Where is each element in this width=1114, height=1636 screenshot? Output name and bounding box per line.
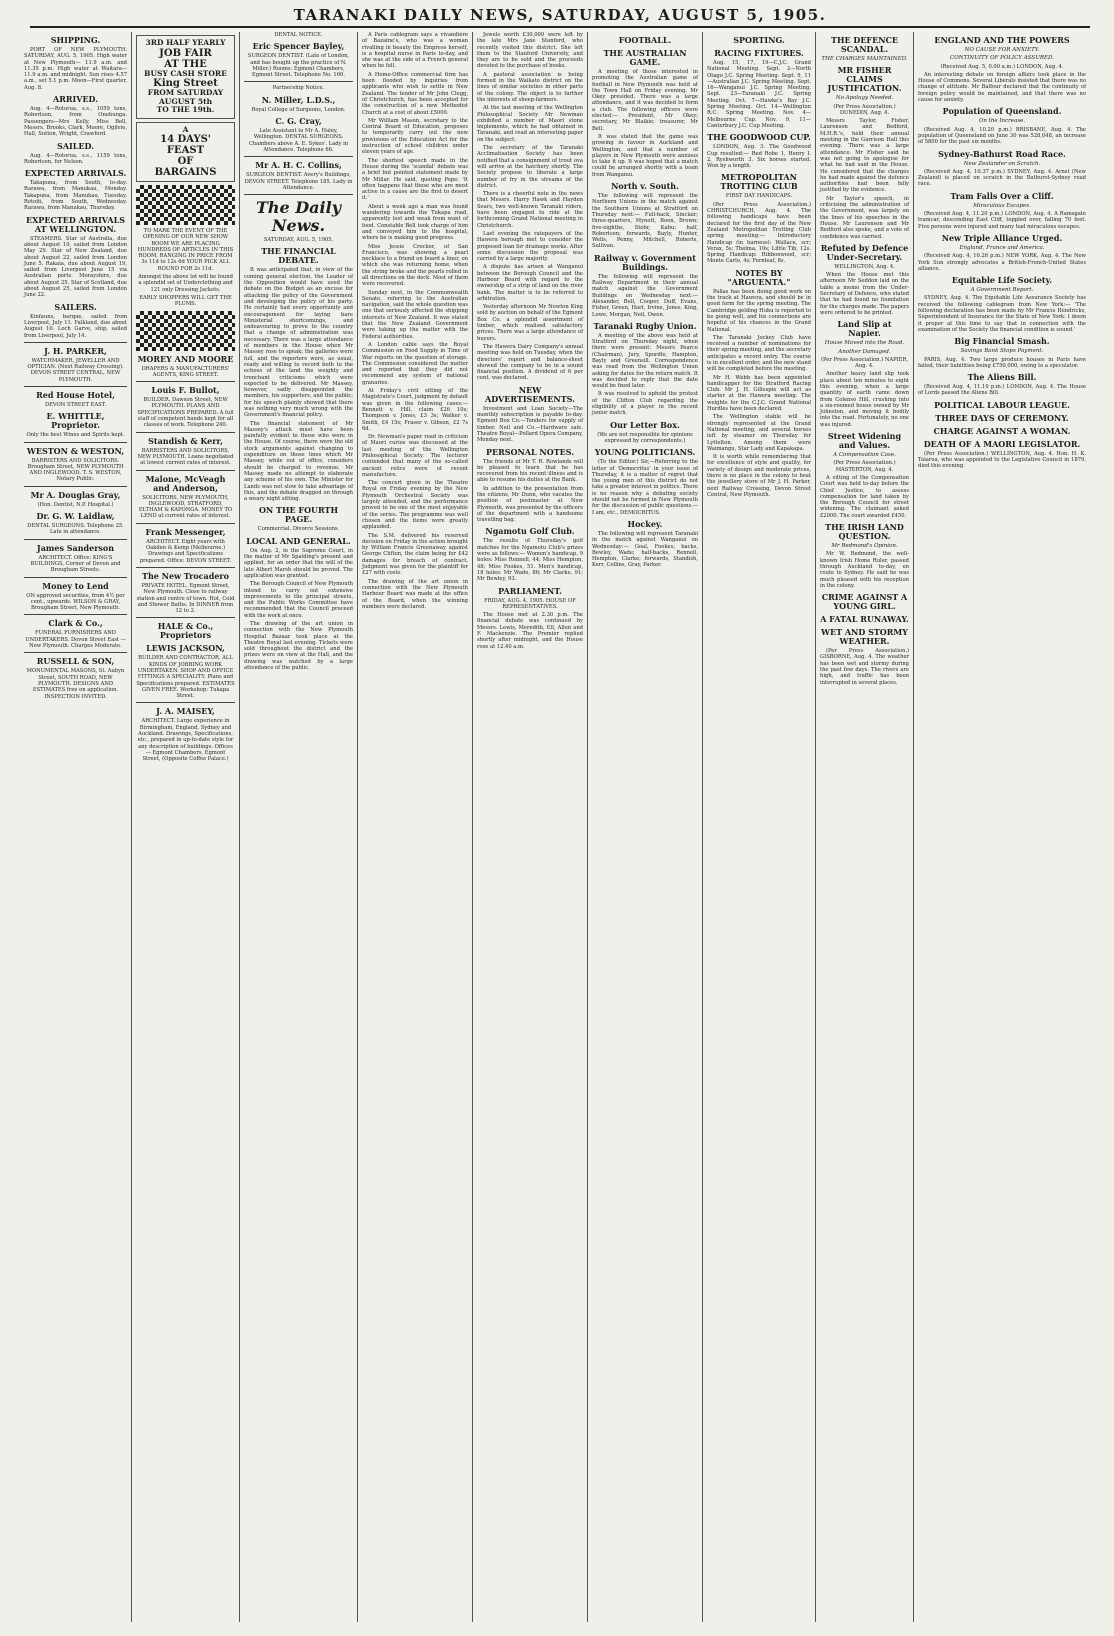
headline: EXPECTED ARRIVALS.	[24, 168, 127, 179]
headline: THE FINANCIAL DEBATE.	[261, 246, 336, 266]
article-paragraph: It was resolved to uphold the protest of the Clifton Club regarding the eligibility of a player in the recent junior match.	[592, 391, 698, 417]
article-paragraph: The S.M. delivered his reserved decision on Friday in the action brought by William Francis Greenaway against George Clifton, the claim being for £42 damages for breach of contract. Judgment was given for the plaintiff for £27 with costs.	[362, 532, 468, 577]
headline: Hockey.	[627, 518, 663, 529]
column-6	[588, 32, 703, 1622]
headline: LOCAL AND GENERAL.	[246, 535, 351, 546]
article-paragraph: When the House met this afternoon Mr Seddon laid on the table a memo from the Under-Secretary of Defence, who stated that he had found no foundation for the charges made. The papers were ordered to be printed.	[820, 272, 910, 316]
headline: Frank Messenger,	[145, 526, 226, 537]
ad-line: TO THE 19th.	[156, 105, 215, 114]
column-rule	[244, 194, 353, 195]
headline: WET AND STORMY WEATHER.	[821, 627, 908, 647]
article-paragraph: Takapuna, from South, to-day. Rarawa, from Manukau, Monday. Takapuna, from Manukau, Tuesday. Rotoiti, from South, Wednesday. Rarawa, from Manukau, Thursday.	[24, 180, 127, 212]
ad-line: FEAST	[166, 145, 205, 156]
headline: FOOTBALL.	[618, 35, 672, 45]
column-rule	[24, 577, 127, 578]
centered-text: (Per Press Association.) DUNEDIN, Aug. 4.	[833, 103, 896, 116]
article-paragraph: The drawing of the art union in connection with the New Plymouth Hospital Bazaar took place at the Theatre Royal last evening. Tickets were sold throughout the district and the prizes were on view at the Hall, and the drawing was watched by a large attendance of the public.	[244, 621, 353, 672]
article-paragraph: (Received Aug. 4, 10.26 p.m.) NEW YORK, Aug. 4. The New York Sun strongly advocates a British-French-United States alliance.	[918, 253, 1086, 272]
column-3	[240, 32, 358, 1622]
article-paragraph: The shortest speech made in the House during the 'scandal' debate was a brief but pointed statement made by Mr Millar. He said, quoting Pope: 'It often happens that those who are most active in a cause are the first to desert it.'	[362, 157, 468, 202]
article-paragraph: A London cable says the Royal Commission on Food Supply in Time of War reports on the question of storage. The Commission considered the matter and reported that they did not recommend any system of national granaries.	[362, 341, 468, 386]
headline: WESTON & WESTON,	[26, 445, 125, 456]
article-paragraph: Yesterday afternoon Mr Newton King sold by auction on behalf of the Egmont Box Co. a splendid assortment of timber, which realised satisfactory prices. There was a large attendance of buyers.	[477, 304, 583, 342]
headline: Eric Spencer Bayley,	[252, 41, 345, 52]
article-paragraph: LONDON, Aug. 3. The Goodwood Cup resulted:— Red Robe 1, Henry I. 2, Ryshworth 3. Six horses started. Won by a length.	[707, 144, 811, 170]
headline: NOTES BY "ARGUENTA."	[727, 267, 791, 287]
headline: Louis F. Bullot,	[151, 385, 220, 396]
centered-text: Late Assistant to Mr A. Haley, Wellington. DENTAL SURGEONS. Chambers above A. E. Sykes'. Lady in Attendance. Telephone 66.	[248, 128, 349, 153]
headline: THE GOODWOOD CUP.	[707, 132, 811, 143]
article-paragraph: A Home-Office commercial firm has been flooded by inquiries from applicants who wish to settle in New Zealand. The tender of Mr John Clegg, of Christchurch, has been accepted for the construction of a new Methodist Church at a cost of about £5000.	[362, 71, 468, 116]
headline: Refuted by Defence Under-Secretary.	[820, 242, 909, 262]
headline: ARRIVED.	[53, 94, 98, 105]
centered-text: EARLY SHOPPERS WILL GET THE PLUMS.	[139, 294, 232, 308]
centered-text: BARRISTERS AND SOLICITORS. Brougham Street, NEW PLYMOUTH AND INGLEWOOD. T. S. WESTON, Notary Public.	[27, 457, 124, 483]
headline: PARLIAMENT.	[498, 585, 562, 596]
centered-text: FUNERAL FURNISHERS AND UNDERTAKERS. Devon Street East — New Plymouth. Charges Moderate.	[25, 630, 126, 650]
checker-border	[136, 311, 235, 351]
article-paragraph: PORT OF NEW PLYMOUTH. SATURDAY, AUG. 5, 1905. High water at New Plymouth— 11.9 a.m. and 11.35 p.m. High water at Waitara—11.9 a.m. and midnight. Sun rises 4.57 a.m., set 5.1 p.m. Moon—First quarter, Aug. 8.	[24, 47, 127, 91]
headline: Mr A. H. C. Collins,	[255, 160, 342, 171]
article-paragraph: (Per Press Association.) GISBORNE, Aug. 4. The weather has been wet and stormy during the past few days. The rivers are high, and traffic has been interrupted in several places.	[820, 648, 909, 686]
centered-text: (We are not responsible for opinions expressed by correspondents.)	[597, 431, 693, 444]
advertisement-box	[136, 35, 235, 119]
article-paragraph: The following will represent the Northern Unions in the match against the Southern Unions at Stratford on Thursday next:— Full-back, Sinclair; three-quarters, Mynott, Boon, Brown; five-eighths, Stohr, Kahu; half, Robertson; forwards, Bayly, Hunter, Wells, Penny, Mitchell, Roberts, Sullivan.	[592, 193, 698, 250]
subheadline: THE CHARGES MAINTAINED.	[821, 56, 908, 62]
column-rule	[24, 386, 127, 387]
article-paragraph: About a week ago a man was found wandering towards the Tukapa road, apparently lost and weak from want of food. Constable Bell took charge of him and conveyed him to the hospital, where he is making good progress.	[362, 203, 468, 242]
headline: PERSONAL NOTES.	[485, 446, 575, 457]
article-paragraph: The House met at 2.30 p.m. The financial debate was continued by Messrs. Lewis, Meredith, Ell, Allen and F. Mackenzie. The Premier replied shortly after midnight, and the House rose at 12.40 a.m.	[477, 612, 583, 650]
column-2	[132, 32, 240, 1622]
article-paragraph: The Taranaki Jockey Club have received a number of nominations for their spring meeting, and the secretary anticipates a record entry. The course is in excellent order, and the new stand will be completed before the meeting.	[707, 334, 811, 373]
column-8	[816, 32, 914, 1622]
column-rule	[24, 539, 127, 540]
centered-text: (Hon. Dentist, N.P. Hospital.)	[37, 501, 114, 508]
centered-text: DEVON STREET EAST.	[44, 401, 107, 408]
article-paragraph: PARIS, Aug. 4. Two large produce houses in Paris have failed, their liabilities being £750,000, owing to a speculator.	[918, 356, 1086, 369]
headline: Money to Lend	[42, 580, 109, 591]
article-paragraph: Jewels worth £30,000 were left by the late Mrs Jane Stanford, who recently visited this district. She left them to the Stanford University, and they are to be sold and the proceeds devoted to the purchase of books.	[477, 32, 583, 70]
headline: J. A. MAISEY,	[156, 706, 215, 717]
subheadline: A Government Report.	[970, 287, 1034, 294]
headline: N. Miller, L.D.S.,	[261, 94, 336, 105]
headline: Land Slip at Napier.	[837, 319, 892, 339]
centered-text: FIRST DAY HANDICAPS.	[725, 193, 793, 200]
column-1	[20, 32, 132, 1622]
subheadline: England, France and America.	[959, 244, 1045, 251]
headline: Tram Falls Over a Cliff.	[950, 190, 1054, 201]
headline: Population of Queensland.	[942, 106, 1062, 117]
headline: The Aliens Bill.	[967, 372, 1037, 383]
article-paragraph: Last evening the ratepayers of the Hawera borough met to consider the proposed loan for drainage works. After some discussion the proposal was carried by a large majority.	[477, 230, 583, 263]
headline: DEATH OF A MAORI LEGISLATOR.	[923, 438, 1081, 449]
column-rule	[136, 567, 235, 568]
article-paragraph: The following will represent the Railway Department in their annual match against the Government Buildings on Wednesday next:— Alexander, Bell, Cooper, Duff, Evans, Fisher, Green, Hart, Irvine, Jones, King, Lowe, Morgan, Neil, Owen.	[592, 273, 698, 318]
ad-line: A	[182, 124, 189, 134]
column-rule	[244, 156, 353, 157]
column-rule	[136, 617, 235, 618]
headline: Big Financial Smash.	[954, 336, 1050, 347]
headline: Red House Hotel,	[36, 389, 115, 400]
article-paragraph: (Per Press Association.) CHRISTCHURCH, Aug. 4. The following handicaps have been declared for the first day of the New Zealand Metropolitan Trotting Club spring meeting:— Introductory Handicap (in harness): Wallace, scr; Verax, 5s; Thelma, 10s; Little Tib, 12s. Spring Handicap: Ribbonwood, scr; Monte Carlo, 4s; Fernleaf, 8s.	[707, 201, 811, 265]
headline: CHARGE AGAINST A WOMAN.	[933, 425, 1071, 436]
masthead: TARANAKI DAILY NEWS, SATURDAY, AUGUST 5, 1905.	[30, 6, 1090, 28]
column-9	[914, 32, 1090, 1622]
subheadline: NO CAUSE FOR ANXIETY.	[964, 47, 1040, 53]
article-paragraph: (Per Press Association.) WELLINGTON, Aug. 4. Hon. H. K. Taiaroa, who was appointed to the Legislative Council in 1879, died this evening.	[918, 450, 1086, 470]
headline: THE IRISH LAND QUESTION.	[825, 522, 904, 542]
subheadline: Miraculous Escapes.	[973, 202, 1031, 209]
centered-text: BUILDER AND CONTRACTOR. ALL KINDS OF JOBBING WORK UNDERTAKEN. SHOP AND OFFICE FITTINGS A SPECIALITY. Plans and Specifications prepared. ESTIMATES GIVEN FREE. Workshop: Tukapa Street.	[136, 655, 235, 700]
article-paragraph: Another heavy land slip took place about ten minutes to eight this evening, when a large quantity of earth came down from Colenso Hill, crushing into a six-roomed house owned by Mr Johnston, and moving it bodily into the road. Fortunately, no one was injured.	[820, 371, 909, 428]
article-paragraph: Mr W. Redmond, the well-known Irish Home Ruler, passed through Auckland to-day, en route to Sydney. He said he was much pleased with his reception in the colony.	[820, 551, 909, 589]
article-paragraph: In addition to the presentation from the citizens, Mr Dunn, who vacates the position of postmaster at New Plymouth, was presented by the officers of the department with a handsome travelling bag.	[477, 485, 583, 524]
headline: Sydney-Bathurst Road Race.	[938, 148, 1066, 159]
ad-line: AT THE	[164, 58, 207, 70]
centered-text: (Received Aug. 5, 0.00 a.m.) LONDON, Aug. 4.	[940, 63, 1064, 70]
ad-line: 14 DAYS'	[160, 134, 211, 145]
article-paragraph: A sitting of the Compensation Court was held to-day before the Chief Justice, to assess compensation for land taken by the Borough Council for street widening. The claimant asked £2000. The court awarded £450.	[820, 474, 909, 519]
article-paragraph: The Hawera Dairy Company's annual meeting was held on Tuesday, when the directors' report and balance-sheet showed the company to be in a sound financial position. A dividend of 6 per cent. was declared.	[477, 343, 583, 382]
column-rule	[24, 486, 127, 487]
article-paragraph: Dr. Newman's paper read in criticism of Maori curios was discussed at the last meeting of the Wellington Philosophical Society. The lecturer contended that many of the so-called ancient relics were of recent manufacture.	[362, 434, 468, 478]
ad-line: BUSY CASH STORE	[144, 68, 227, 78]
centered-text: BARRISTERS AND SOLICITORS, NEW PLYMOUTH. Loans negotiated at lowest current rates of interest.	[137, 447, 234, 467]
column-rule	[24, 614, 127, 615]
headline: Dr. G. W. Laidlaw,	[36, 511, 115, 522]
article-paragraph: An interesting debate on foreign affairs took place in the House of Commons. Several Liberals insisted that there was no change of attitude. Mr Balfour declared that the continuity of foreign policy would be maintained, and that there was no cause for anxiety.	[918, 71, 1086, 104]
ad-line: OF	[177, 156, 194, 167]
article-paragraph: (Received Aug. 4, 10.20 p.m.) BRISBANE, Aug. 4. The population of Queensland on June 30 was 528,048, an increase of 5800 for the past six months.	[918, 126, 1086, 146]
headline: NEW ADVERTISEMENTS.	[485, 384, 575, 404]
headline: New Triple Alliance Urged.	[941, 232, 1063, 243]
ad-line: King Street	[153, 78, 218, 89]
headline: CRIME AGAINST A YOUNG GIRL.	[821, 592, 908, 612]
article-paragraph: At the last meeting of the Wellington Philosophical Society Mr Newman exhibited a number of Maori stone implements, which he had obtained in Taranaki, and read an interesting paper on the subject.	[477, 105, 583, 143]
centered-text: ON approved securities, from 4½ per cent., upwards. WILSON & GRAY, Brougham Street, New Plymouth.	[26, 592, 125, 612]
headline: Standish & Kerr,	[148, 435, 223, 446]
headline: SAILERS.	[54, 301, 97, 312]
subheadline: CONTINUITY OF POLICY ASSURED.	[950, 55, 1054, 62]
subheadline: Mr Redmond's Opinion.	[831, 543, 898, 550]
article-paragraph: Investment and Loan Society—The monthly subscription is payable to-day. Egmont Box Co.—Tenders for supply of timber. Neil and Co.—Hardware sale. Theatre Royal—Pollard Opera Company, Monday next.	[477, 405, 583, 444]
headline: Equitable Life Society.	[951, 275, 1053, 286]
ad-line: JOB FAIR	[159, 47, 212, 59]
headline: E. WHITTLE, Proprietor.	[46, 411, 105, 431]
headline: James Sanderson	[36, 542, 115, 553]
centered-text: Partnership Notice.	[272, 85, 325, 92]
headline: Street Widening and Values.	[827, 431, 902, 451]
editorial-masthead: The Daily News.	[256, 198, 341, 236]
article-paragraph: Kinfauns, barque, sailed from Liverpool, July 11. Falkland, due about August 10. Loch Garve, ship, sailed from Liverpool, July 14.	[24, 313, 127, 339]
subheadline: Another Damaged.	[838, 348, 891, 355]
centered-text: FRIDAY, AUG. 4, 1905. HOUSE OF REPRESENTATIVES.	[484, 597, 576, 610]
article-paragraph: The secretary of the Taranaki Acclimatisation Society has been notified that a consignment of trout ova will arrive at the hatchery shortly. The Society propose to liberate a large number of fry in the streams of the district.	[477, 145, 583, 189]
centered-text: (Per Press Association.) MASTERTON, Aug. 4.	[833, 460, 896, 473]
headline: J. H. PARKER,	[44, 345, 107, 356]
centered-text: ARCHITECT. Large experience in Birmingham, England, Sydney and Auckland. Drawings, Specifications, etc., prepared in up-to-date style for any description of buildings. Offices — Egmont Chambers, Egmont Street, (Opposite Coffee Palace.)	[137, 718, 234, 763]
article-paragraph: Messrs Taylor, Fisher, Laurenson and Bedford, M.H.R.'s, held their annual meeting in the Garrison Hall this evening. There was a large attendance. Mr Fisher said he was not going to apologise for what he had said in the House. He considered that the charges he had made against the defence authorities had been fully justified by the evidence.	[820, 118, 909, 194]
article-paragraph: At Friday's civil sitting of the Magistrate's Court, judgment by default was given in the following cases:— Bennett v. Hill, claim £26 10s; Thompson v. Jones, £3 3s; Walker v. Smith, £4 15s; Fraser v. Gibson, £2 7s 6d.	[362, 388, 468, 432]
article-paragraph: Mr Taylor's speech, in criticising the administration of the Government, was largely on the lines of his speeches in the House. Mr Laurenson and Mr Bedford also spoke, and a vote of confidence was carried.	[820, 195, 909, 240]
headline: MOREY AND MOORE	[137, 353, 234, 364]
column-rule	[136, 470, 235, 471]
subheadline: On the Increase.	[978, 118, 1026, 125]
centered-text: SURGEON DENTIST. (Late of London, and has bought up the practice of N. Miller.) Rooms: Egmont Chambers, Egmont Street. Telephone No. 160.	[247, 53, 350, 79]
headline: EXPECTED ARRIVALS AT WELLINGTON.	[26, 214, 125, 234]
article-paragraph: The concert given in the Theatre Royal on Friday evening by the New Plymouth Orchestral Society was largely attended, and the performance proved to be one of the most enjoyable of the series. The programme was well chosen and the items were greatly applauded.	[362, 480, 468, 531]
advertisement-box	[136, 122, 235, 183]
article-paragraph: The friends of Mr T. R. Rowlands will be pleased to learn that he has recovered from his recent illness and is able to resume his duties at the Bank.	[477, 458, 583, 484]
article-paragraph: There is a cheerful note in the news that Messrs. Harry Hawk and Hayden Sears, two well-known Taranaki riders, have been engaged to ride at the forthcoming Grand National meeting in Christchurch.	[477, 191, 583, 229]
article-paragraph: The financial statement of Mr Massey's attack must have been painfully evident to those who were in the House. Of course, there were the old stock arguments against changing to expenditure on those lines which Mr Massey, while out of office, considers should be charged to revenue. Mr Massey made no attempt to elaborate any scheme of his own. The Minister for Lands was not slow to take advantage of this, and the debate dragged on through a weary night sitting.	[244, 420, 353, 503]
centered-text: SATURDAY, AUG. 5, 1905.	[263, 237, 334, 244]
headline: ENGLAND AND THE POWERS	[934, 35, 1070, 45]
subheadline: Savings Bank Stops Payment.	[960, 348, 1044, 355]
article-paragraph: Aug. 4—Rotorua, s.s., 1159 tons, Robertson, for Nelson.	[24, 152, 127, 165]
headline: HALE & Co., Proprietors	[157, 621, 214, 641]
column-rule	[136, 381, 235, 382]
checker-border	[136, 185, 235, 225]
article-paragraph: A meeting of those interested in promoting the Australian game of football in New Plymouth was held at the Town Hall on Friday evening. Mr Okey presided. There was a large attendance, and it was decided to form a club. The following officers were elected:— President, Mr Okey; secretary, Mr Blaikie; treasurer, Mr Bell.	[592, 69, 698, 132]
subheadline: New Zealander on Scratch.	[963, 160, 1041, 167]
centered-text: SOLICITORS, NEW PLYMOUTH, INGLEWOOD, STRATFORD, ELTHAM & KAPONGA. MONEY TO LEND at current rates of interest.	[138, 494, 233, 520]
headline: ON THE FOURTH PAGE.	[258, 505, 339, 525]
article-paragraph: Sunday next, in the Commonwealth Senate, referring to the Australian navigation, said the whole question was one that seriously affected the shipping interests of New Zealand. It was stated that the New Zealand Government were taking up the matter with the Federal authorities.	[362, 289, 468, 340]
headline: Taranaki Rugby Union.	[593, 320, 697, 331]
headline: Ngamotu Golf Club.	[485, 526, 575, 537]
article-paragraph: STEAMERS. Star of Australia, due about August 10, sailed from London May 29. Star of New Zealand, due about August 22, sailed from London June 5. Rakaia, due about August 19, sailed from Liverpool June 15 via Australian ports. Morayshire, due about August 25. Star of Scotland, due about August 25, sailed from London June 22.	[24, 235, 127, 299]
column-rule	[136, 523, 235, 524]
headline: THREE DAYS OF CEREMONY.	[935, 412, 1069, 423]
centered-text: TO MARK THE EVENT OF THE OPENING OF OUR NEW SHOW ROOM WE ARE PLACING HUNDREDS OF ARTICLES IN THIS ROOM, RANGING IN PRICE FROM 3s 11d to 12s 6d YOUR PICK ALL ROUND FOR 2s 11d.	[137, 228, 234, 272]
column-rule	[136, 702, 235, 703]
article-paragraph: It is worth while remembering that for excellence of style and quality, for variety of design and moderate prices, there is no place in the colony to beat the jewellery store of Mr J. H. Parker, next Railway Crossing, Devon Street Central, New Plymouth.	[707, 454, 811, 498]
column-7	[703, 32, 816, 1622]
headline: A FATAL RUNAWAY.	[820, 614, 909, 625]
headline: THE AUSTRALIAN GAME.	[603, 48, 687, 67]
article-paragraph: SYDNEY, Aug. 4. The Equitable Life Assurance Society has received the following cablegram from New York:— 'The following declaration has been made by Mr Francis Hendricks, Superintendent of Insurance for the State of New York: I deem it proper at this time to say that in connection with the examination of the Society the financial condition is sound.'	[918, 295, 1086, 333]
headline: Our Letter Box.	[610, 419, 680, 430]
article-paragraph: Mr William Mason, secretary to the Central Board of Education, proposes to temporarily carry out the new provisions of the Education Act for the instruction of school children under eleven years of age.	[362, 117, 468, 156]
headline: C. G. Cray,	[275, 116, 322, 127]
article-paragraph: A pastoral association is being formed in the Waikato district on the lines of similar societies in other parts of the colony. The object is to further the interests of sheep-farmers.	[477, 71, 583, 103]
article-paragraph: The Wellington stable will be strongly represented at the Grand National meeting, and several horses left by steamer on Thursday for Lyttelton. Among them were Waimangu, Star Lady and Kapakapa.	[707, 414, 811, 452]
article-paragraph: The Borough Council of New Plymouth intend to carry out extensive improvements to the principal streets, and the Public Works Committee have recommended that the Council proceed with the work at once.	[244, 581, 353, 619]
headline: SAILED.	[57, 140, 94, 151]
centered-text: Commercial. Divorce Sessions.	[257, 526, 340, 533]
headline: SPORTING.	[733, 35, 785, 45]
article-paragraph: (Received Aug. 4, 10.37 p.m.) SYDNEY, Aug. 4. Arnst (New Zealand) is placed on scratch in the Bathurst-Sydney road race.	[918, 168, 1086, 188]
article-paragraph: (Received Aug. 4, 11.10 p.m.) LONDON, Aug. 4. The House of Lords passed the Aliens Bill.	[918, 384, 1086, 397]
column-rule	[24, 342, 127, 343]
column-rule	[24, 652, 127, 653]
centered-text: DENTAL NOTICE.	[274, 32, 323, 38]
article-paragraph: Aug. 15, 17, 19—C.J.C. Grand National Meeting. Sept. 2—North Otago J.C. Spring Meeting. Sept. 9, 11—Australian J.C. Spring Meeting. Sept. 16—Wanganui J.C. Spring Meeting. Sept. 23—Taranaki J.C. Spring Meeting. Oct. 7—Hawke's Bay J.C. Spring Meeting. Oct. 14—Wellington R.C. Spring Meeting. Nov. 4—Melbourne Cup. Nov. 9, 11—Canterbury J.C. Cup Meeting.	[707, 60, 811, 129]
column-4	[358, 32, 473, 1622]
centered-text: PRIVATE HOTEL. Egmont Street, New Plymouth. Close to railway station and centre of town. Hot, Cold and Shower Baths. In DINNER from 12 to 2.	[136, 582, 235, 615]
article-paragraph: A Paris cablegram says a vivandière of Bazaine's, who was a woman rivalling in beauty the Empress herself, is a hospital nurse in Paris to-day, and she was at the side of a French general when he fell.	[362, 32, 468, 70]
article-paragraph: It was stated that the game was growing in favour in Auckland and Wellington, and that a number of players in New Plymouth were anxious to take it up. It was hoped that a match could be arranged shortly with a team from Wanganui.	[592, 133, 698, 178]
headline: MR FISHER CLAIMS JUSTIFICATION.	[827, 65, 902, 94]
headline: RACING FIXTURES.	[714, 48, 804, 58]
headline: Mr A. Douglas Gray,	[30, 489, 121, 500]
centered-text: WATCHMAKER, JEWELLER AND OPTICIAN. (Next Railway Crossing). DEVON STREET CENTRAL, NEW PLYMOUTH.	[27, 357, 124, 383]
centered-text: ARCHITECT. Eight years with Oakden & Kemp (Melbourne.) Drawings and Specifications prepared. Office: DEVON STREET.	[139, 538, 232, 564]
headline: POLITICAL LABOUR LEAGUE.	[934, 399, 1070, 410]
centered-text: WELLINGTON, Aug. 4.	[834, 263, 895, 270]
headline: THE DEFENCE SCANDAL.	[831, 35, 898, 54]
article-paragraph: The drawing of the art union in connection with the New Plymouth Harbour Board was made at the office of the Board, when the winning numbers were declared.	[362, 578, 468, 610]
centered-text: DENTAL SURGEONS. Telephone 25. Late in attendance.	[27, 523, 124, 536]
article-paragraph: The results of Thursday's golf matches for the Ngamotu Club's prizes were as follows:— Women's handicap, 9 holes: Miss Rennell, 44; Miss Hempton, 48; Miss Fookes, 51. Men's handicap, 18 holes: Mr Wade, 86; Mr Clarke, 91; Mr Bewley, 93.	[477, 538, 583, 583]
centered-text: Amongst the above lot will be found a splendid set of Underclothing and 121 only Dressing Jackets.	[138, 274, 233, 293]
article-paragraph: Aug. 4—Rotorua, s.s., 1059 tons, Robertson, from Onehunga. Passengers—Mrs Kelly, Miss Bell, Messrs. Brooks, Clark, Moore, Ogilvie, Hall, Sutton, Wright, Crawford.	[24, 106, 127, 138]
article-paragraph: Mr H. Webb has been appointed handicapper for the Stratford Racing Club. Mr J. H. Gillespie will act as starter at the Hawera meeting. The weights for the C.J.C. Grand National Hurdles have been declared.	[707, 374, 811, 413]
subheadline: A Compensation Case.	[833, 452, 896, 459]
centered-text: DRAPERS & MANUFACTURERS' AGENTS, KING STREET.	[141, 365, 230, 378]
column-rule	[244, 81, 353, 82]
centered-text: Royal College of Surgeons, London.	[251, 106, 346, 113]
headline: Railway v. Government Buildings.	[593, 252, 696, 272]
article-paragraph: (Received Aug. 4, 11.20 p.m.) LONDON, Aug. 4. A Ramsgate tramcar, descending East Cliff, toppled over, falling 70 feet. Five persons were injured and many had miraculous escapes.	[918, 211, 1086, 230]
centered-text: (Per Press Association.) NAPIER, Aug. 4.	[820, 356, 909, 370]
headline: YOUNG POLITICIANS.	[594, 447, 696, 458]
headline: METROPOLITAN TROTTING CLUB	[720, 172, 798, 192]
headline: RUSSELL & SON,	[36, 656, 115, 667]
headline: North v. South.	[611, 181, 679, 192]
centered-text: SURGEON DENTIST. Avery's Buildings, DEVON STREET. Telephone 185. Lady in Attendance.	[244, 172, 353, 191]
centered-text: ARCHITECT. Office: KING'S BUILDINGS, Corner of Devon and Brougham Streets.	[30, 554, 121, 574]
headline: The New Trocadero	[142, 570, 229, 581]
ad-line: FROM SATURDAY AUGUST 5th	[147, 88, 224, 106]
centered-text: Only the best Wines and Spirits kept.	[26, 432, 125, 439]
article-paragraph: Miss Jessie Crocker, of San Francisco, was showing a pearl necklace to a friend on board a liner, on which she was returning home, when the string broke and the pearls rolled in all directions on the deck. Most of them were recovered.	[362, 243, 468, 288]
centered-text: MONUMENTAL MASONS, St. Aubyn Street, SOUTH ROAD, NEW PLYMOUTH. DESIGNS AND ESTIMATES free on application. INSPECTION INVITED.	[26, 668, 125, 700]
headline: SHIPPING.	[50, 35, 101, 45]
headline: Clark & Co.,	[48, 618, 103, 629]
subheadline: No Apology Needed.	[835, 95, 894, 102]
subheadline: House Moved into the Road.	[824, 340, 905, 347]
headline: LEWIS JACKSON,	[146, 643, 225, 654]
article-paragraph: The following will represent Taranaki in the match against Wanganui on Wednesday:— Goal, Fookes; backs, Bewley, Wade; half-backs, Rennell, Hempton, Clarke; forwards, Standish, Kerr, Collins, Gray, Parker.	[592, 530, 698, 569]
column-rule	[24, 442, 127, 443]
article-paragraph: A dispute has arisen at Wanganui between the Borough Council and the Harbour Board with regard to the ownership of a strip of land on the river bank. The matter is to be referred to arbitration.	[477, 264, 583, 302]
column-rule	[136, 432, 235, 433]
ad-line: 3RD HALF YEARLY	[145, 38, 226, 47]
article-paragraph: Pallas has been doing good work on the track at Hawera, and should be in good form for the spring meeting. The Cambridge gelding Huku is reported to be going well, and his connections are hopeful of his chances in the Grand National.	[707, 288, 811, 333]
column-5	[473, 32, 588, 1622]
article-paragraph: A meeting of the above was held at Stratford on Thursday night, when there were present: Messrs Pearce (Chairman), Jury, Spurdle, Hampton, Bayly and Greensill. Correspondence was read from the Wellington Union asking for dates for the return match. It was decided to reply that the date would be fixed later.	[592, 332, 698, 390]
article-paragraph: On Aug. 2, in the Supreme Court, in the matter of Mr Spalding's present and applied, for an order that the will of the late Albert Marsh should be proved. The application was granted.	[244, 547, 353, 579]
headline: Malone, McVeagh and Anderson,	[145, 473, 226, 493]
article-paragraph: It was anticipated that, in view of the coming general election, the Leader of the Opposition would have used the debate on the Budget as an excuse for attacking the policy of the Government and developing the policy of his party. He certainly had every opportunity and encouragement for laying bare Ministerial shortcomings, and endeavouring to prove to the country that a change of administration was necessary. There was a large attendance of members in the House when Mr Massey rose to speak; the galleries were full, and the reporters were, as usual, ready and willing to record both to the echoes of the land the weighty and trenchant criticisms which were expected to be delivered. Mr Massey, however, sadly disappointed the members, his supporters, and the public; for his speech plainly showed that there was nothing very much wrong with the Government's financial policy.	[244, 267, 353, 419]
ad-line: BARGAINS	[154, 167, 217, 178]
article-paragraph: (To the Editor.) Sir,—Referring to the letter of 'Democritus' in your issue of Thursday, it is a matter of regret that the young men of this district do not take a greater interest in politics. There is no reason why a debating society should not be formed in New Plymouth for the discussion of public questions.—I am, etc., DEMOCRITUS.	[592, 459, 698, 516]
centered-text: BUILDER, Dawson Street, NEW PLYMOUTH. PLANS AND SPECIFICATIONS PREPARED. A full staff of competent hands kept for all classes of work. Telephone 240.	[137, 397, 234, 429]
